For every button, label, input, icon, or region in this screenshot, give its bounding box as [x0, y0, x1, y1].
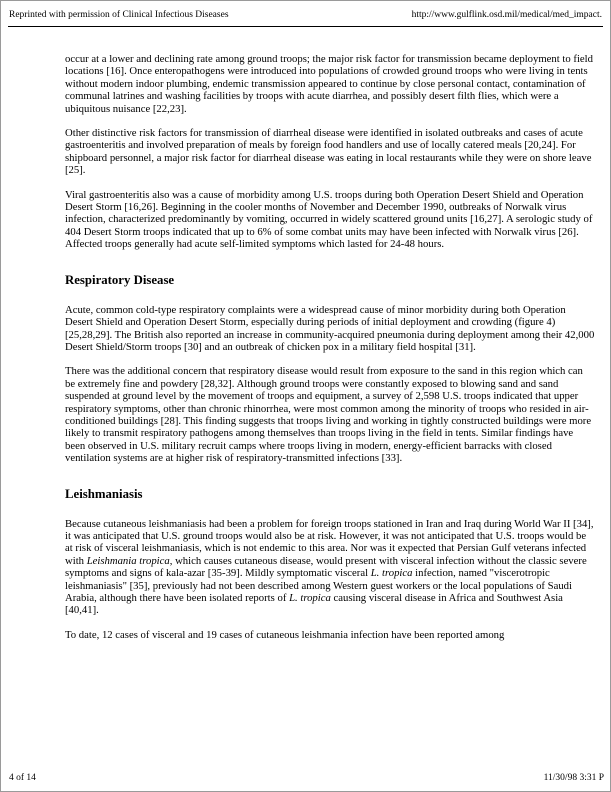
page-header	[1, 1, 610, 26]
document-content	[1, 27, 610, 641]
text-segment-italic: Leishmania tropica	[86, 554, 170, 567]
paragraph	[65, 53, 595, 115]
section-heading: Leishmaniasis	[65, 486, 143, 501]
page-number: 4 of 14	[9, 773, 36, 783]
text-segment: To date, 12 cases of visceral and 19 cases of cutaneous leishmania infection have been reported among	[65, 628, 505, 641]
text-segment: Viral gastroenteritis also was a cause of morbidity among U.S. troops during both Operation Desert Shield and Operation Desert Storm [16,26]. Beginning in the cooler months of November and December 1990, outbreaks of Norwalk virus infection, characterized predominantly by vomiting, occurred in widely scattered ground units [16,27]. A serologic study of 404 Desert Storm troops indicated that up to 6% of some combat units may have been infected with Norwalk virus [26]. Affected troops generally had acute self-limited symptoms which lasted for 24-48 hours.	[65, 188, 593, 251]
paragraph	[65, 189, 595, 251]
text-segment-italic: L. tropica	[370, 567, 413, 580]
text-segment: Acute, common cold-type respiratory complaints were a widespread cause of minor morbidity during both Operation Desert Shield and Operation Desert Storm, especially during periods of initial deployment and crowding (figure 4) [25,28,29]. The British also reported an increase in community-acquired pneumonia during deployment among their 42,000 Desert Shield/Storm troops [30] and an outbreak of chicken pox in a military field hospital [31].	[65, 303, 595, 353]
header-source-note: Reprinted with permission of Clinical Infectious Diseases	[9, 10, 229, 20]
section-heading: Respiratory Disease	[65, 272, 175, 287]
paragraph	[65, 365, 595, 464]
header-url: http://www.gulflink.osd.mil/medical/med_impact.	[411, 10, 602, 20]
text-segment: There was the additional concern that respiratory disease would result from exposure to the sand in this region which can be extremely fine and powdery [28,32]. Although ground troops were constantly exposed to blowing sand and sand suspended at ground level by the movement of troops and equipment, a survey of 2,598 U.S. troops indicated that upper respiratory symptoms, other than chronic rhinorrhea, were most common among the minority of troops who resided in air-conditioned buildings [28]. This finding suggests that troops living and working in tightly constructed buildings were more likely to transmit respiratory pathogens among themselves than troops living in the field in tents. Similar findings have been observed in U.S. military recruit camps where troops living in modern, energy-efficient barracks with closed ventilation systems are at higher risk of respiratory-transmitted infections [33].	[65, 365, 592, 465]
text-segment: causing visceral disease in Africa and Southwest Asia [40,41].	[65, 592, 563, 617]
text-segment: , which causes cutaneous disease, would present with visceral infection without the classic severe symptoms and signs of kala-azar [35-39]. Mildly symptomatic visceral	[65, 554, 587, 580]
text-segment: Other distinctive risk factors for transmission of diarrheal disease were identified in isolated outbreaks and cases of acute gastroenteritis and involved preparation of meals by foreign food handlers and use of locally catered meals [20,24]. For shipboard personnel, a major risk factor for diarrheal disease was eating in local restaurants while they were on shore leave [25].	[65, 127, 592, 177]
paragraph	[65, 518, 595, 617]
paragraph	[65, 127, 595, 177]
page-footer	[9, 773, 604, 784]
paragraph	[65, 629, 595, 641]
print-timestamp: 11/30/98 3:31 P	[543, 773, 604, 783]
text-segment: infection, named "viscerotropic leishmaniasis" [35], previously had not been described among Western guest workers or the local populations of Saudi Arabia, although there have been isolated reports of	[65, 567, 572, 604]
paragraph	[65, 304, 595, 354]
text-segment-italic: L. tropica	[289, 592, 331, 604]
text-segment: Because cutaneous leishmaniasis had been a problem for foreign troops stationed in Iran and Iraq during World War II [34], it was anticipated that U.S. ground troops would also be at risk. However, it was not anticipated that U.S. troops would be at risk of visceral leishmaniasis, which is not endemic to this area. Nor was it expected that Persian Gulf veterans infected with	[65, 517, 594, 567]
text-segment: occur at a lower and declining rate among ground troops; the major risk factor for transmission became deployment to field locations [16]. Once enteropathogens were introduced into populations of crowded ground troops who were living in tents without modern indoor plumbing, endemic transmission appeared to continue by close personal contact, contamination of communal latrines and washing facilities by troops with acute diarrhea, and possibly desert filth flies, which were a ubiquitous nuisance [22,23].	[65, 53, 593, 115]
